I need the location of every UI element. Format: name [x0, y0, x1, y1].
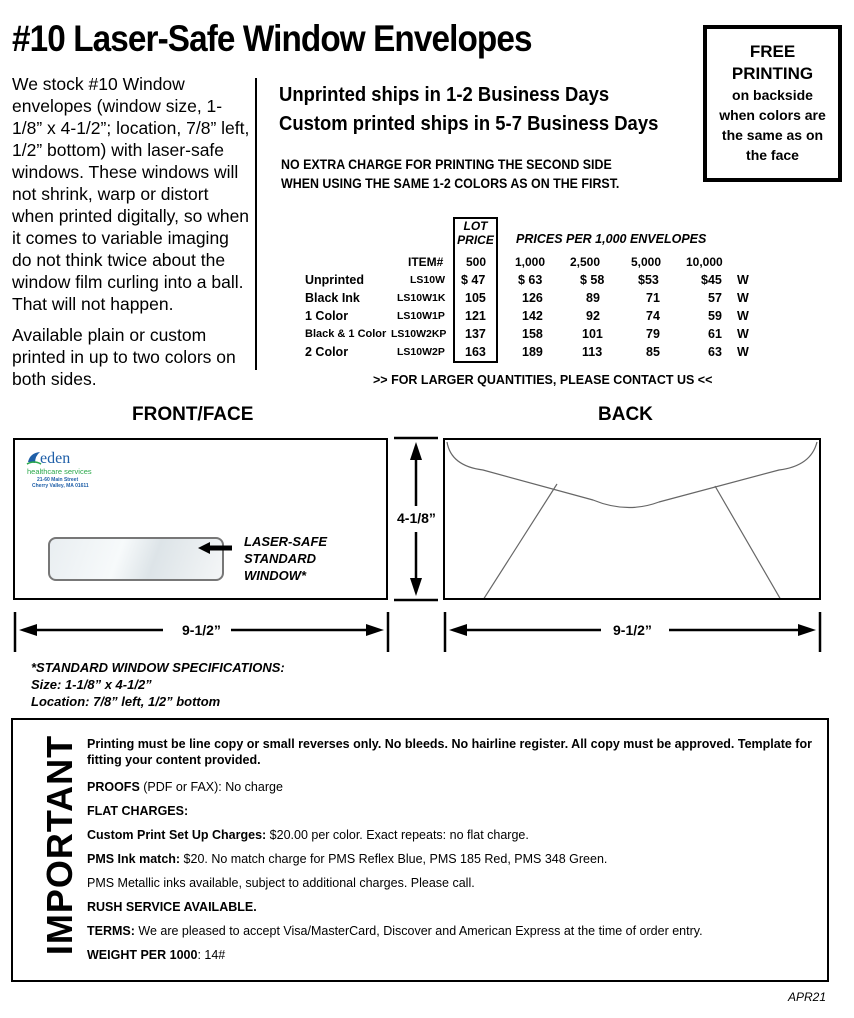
row-lot-price: 163	[465, 345, 486, 359]
free-line-4: when colors are	[719, 107, 826, 123]
proofs-line	[87, 775, 817, 799]
row-price-5000: 79	[646, 327, 660, 341]
no-charge-note	[281, 155, 619, 193]
rush-line: RUSH SERVICE AVAILABLE.	[87, 900, 257, 914]
setup-line	[87, 823, 817, 847]
row-price-2500: 113	[582, 345, 603, 359]
pms-text: $20. No match charge for PMS Reflex Blue, PMS 185 Red, PMS 348 Green.	[180, 852, 608, 866]
row-price-5000: 85	[646, 345, 660, 359]
shipping-custom: Custom printed ships in 5-7 Business Days	[279, 112, 659, 135]
qty-10000-header: 10,000	[686, 255, 723, 269]
row-price-1000: 189	[522, 345, 543, 359]
row-name: 1 Color	[305, 309, 349, 323]
shipping-unprinted: Unprinted ships in 1-2 Business Days	[279, 83, 610, 106]
metallic-line: PMS Metallic inks available, subject to additional charges. Please call.	[87, 876, 475, 890]
item-column-header: ITEM#	[408, 255, 444, 269]
proofs-label: PROOFS	[87, 780, 140, 794]
specs-location: Location: 7/8” left, 1/2” bottom	[31, 694, 221, 709]
height-dimension-label: 4-1/8”	[397, 510, 436, 526]
window-specifications	[31, 659, 285, 710]
pms-line	[87, 847, 817, 871]
table-row	[0, 273, 854, 291]
free-printing-box	[703, 25, 842, 182]
row-price-10000: 59	[708, 309, 722, 323]
setup-text: $20.00 per color. Exact repeats: no flat charge.	[266, 828, 529, 842]
row-price-10000: 57	[708, 291, 722, 305]
logo-address-line-1: 21-60 Main Street	[37, 477, 79, 483]
back-label: BACK	[598, 404, 653, 425]
important-details	[87, 736, 817, 967]
row-name: Black & 1 Color	[305, 328, 387, 340]
table-row	[0, 309, 854, 327]
specs-size: Size: 1-1/8” x 4-1/2”	[31, 677, 152, 692]
row-item: LS10W1P	[397, 310, 445, 322]
no-charge-line-1: NO EXTRA CHARGE FOR PRINTING THE SECOND SIDE	[281, 157, 612, 172]
row-flag: W	[737, 309, 749, 323]
row-price-10000: $45	[701, 273, 722, 287]
free-line-2: PRINTING	[731, 64, 814, 83]
page-title: #10 Laser-Safe Window Envelopes	[12, 18, 532, 59]
free-line-5: the same as on	[721, 127, 824, 143]
terms-line	[87, 919, 817, 943]
row-price-2500: 92	[586, 309, 600, 323]
table-row	[0, 291, 854, 309]
pms-label: PMS Ink match:	[87, 852, 181, 866]
qty-2500-header: 2,500	[570, 255, 601, 269]
row-price-5000: 74	[646, 309, 660, 323]
front-width-label: 9-1/2”	[182, 622, 221, 638]
back-width-label: 9-1/2”	[613, 622, 652, 638]
lot-label: LOT	[463, 219, 488, 233]
row-price-5000: $53	[638, 273, 659, 287]
row-price-2500: $ 58	[580, 273, 605, 287]
setup-label: Custom Print Set Up Charges:	[87, 828, 267, 842]
row-price-2500: 89	[586, 291, 600, 305]
row-flag: W	[737, 291, 749, 305]
row-flag: W	[737, 273, 749, 287]
window-callout-label	[244, 533, 327, 584]
intro-paragraph-1: We stock #10 Window envelopes (window size, 1-1/8” x 4-1/2”; location, 7/8” left, 1/2” bottom) with laser-safe windows. These windows will not shrink, warp or distort when printed digitally, so when it comes to variable imaging do not think twice about the window film curling into a ball. That will not happen.	[12, 74, 250, 314]
larger-quantities-note: >> FOR LARGER QUANTITIES, PLEASE CONTACT US <<	[373, 373, 713, 387]
qty-1000-header: 1,000	[515, 255, 546, 269]
row-name: 2 Color	[305, 345, 349, 359]
logo-name: eden	[40, 450, 71, 467]
intro-paragraph-2: Available plain or custom printed in up to two colors on both sides.	[12, 325, 236, 389]
row-flag: W	[737, 327, 749, 341]
row-flag: W	[737, 345, 749, 359]
proofs-text: (PDF or FAX): No charge	[139, 780, 283, 794]
row-name: Black Ink	[305, 291, 360, 305]
logo-address-line-2: Cherry Valley, MA 01611	[32, 483, 89, 489]
lot-price-header	[453, 219, 498, 247]
front-face-label: FRONT/FACE	[132, 404, 254, 425]
back-flap-lines-icon	[445, 440, 819, 598]
row-price-1000: 126	[522, 291, 543, 305]
row-price-1000: 158	[522, 327, 543, 341]
row-price-1000: $ 63	[518, 273, 543, 287]
row-item: LS10W1K	[397, 292, 446, 304]
lot-qty-header: 500	[466, 255, 487, 269]
window-label-line-3: WINDOW*	[244, 568, 307, 583]
row-item: LS10W	[410, 274, 446, 286]
row-lot-price: 137	[465, 327, 486, 341]
row-item: LS10W2P	[397, 346, 445, 358]
no-charge-line-2: WHEN USING THE SAME 1-2 COLORS AS ON THE FIRST.	[281, 176, 620, 191]
shipping-info	[279, 80, 658, 138]
row-price-5000: 71	[646, 291, 660, 305]
logo-subtitle: healthcare services	[27, 467, 92, 476]
price-label: PRICE	[457, 233, 494, 247]
free-line-3: on backside	[732, 87, 813, 103]
weight-text: : 14#	[197, 948, 226, 962]
weight-label: WEIGHT PER 1000	[87, 948, 198, 962]
footer-code: APR21	[788, 990, 827, 1004]
table-row	[0, 345, 854, 363]
row-price-10000: 61	[708, 327, 722, 341]
row-lot-price: 121	[465, 309, 486, 323]
row-price-1000: 142	[522, 309, 543, 323]
row-name: Unprinted	[305, 273, 365, 287]
free-line-1: FREE	[749, 42, 796, 61]
qty-5000-header: 5,000	[631, 255, 662, 269]
row-item: LS10W2KP	[391, 328, 447, 340]
weight-line	[87, 943, 817, 967]
row-price-10000: 63	[708, 345, 722, 359]
window-label-line-1: LASER-SAFE	[244, 534, 328, 549]
row-price-2500: 101	[582, 327, 603, 341]
free-line-6: the face	[746, 147, 799, 163]
row-lot-price: 105	[465, 291, 486, 305]
specs-heading: *STANDARD WINDOW SPECIFICATIONS:	[31, 660, 285, 675]
important-side-label: IMPORTANT	[39, 734, 80, 956]
terms-text: We are pleased to accept Visa/MasterCard, Discover and American Express at the time of order entry.	[134, 924, 703, 938]
flat-charges-label: FLAT CHARGES:	[87, 804, 189, 818]
table-row	[0, 327, 854, 345]
window-pointer-arrow-icon	[198, 542, 232, 554]
terms-label: TERMS:	[87, 924, 135, 938]
prices-per-1000-header: PRICES PER 1,000 ENVELOPES	[516, 232, 707, 246]
row-lot-price: $ 47	[461, 273, 486, 287]
important-lead: Printing must be line copy or small reverses only. No bleeds. No hairline register. All copy must be approved. Template for fitting your content provided.	[87, 737, 812, 767]
window-label-line-2: STANDARD	[244, 551, 316, 566]
